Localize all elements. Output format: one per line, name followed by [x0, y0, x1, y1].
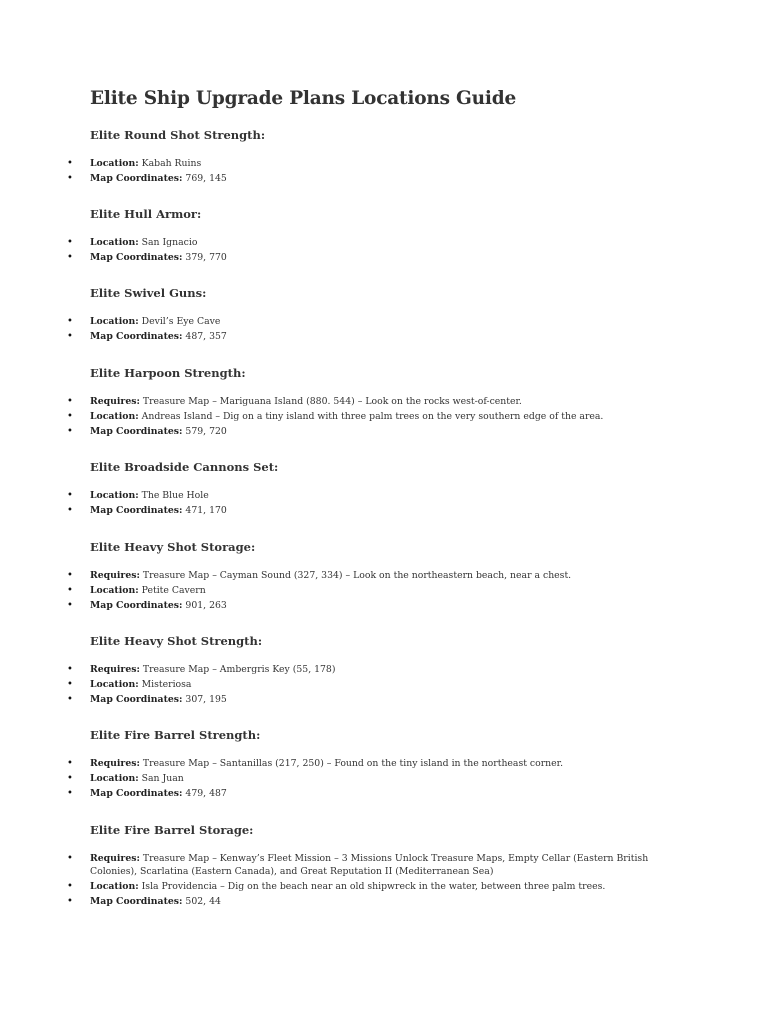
list-item: [0, 315, 768, 328]
list-item: [0, 852, 768, 878]
item-value: 379, 770: [185, 252, 227, 263]
list-item: [0, 330, 768, 343]
section-heading: Elite Fire Barrel Storage:: [90, 823, 254, 837]
item-value: San Juan: [141, 773, 184, 784]
bullet-icon: •: [67, 237, 73, 248]
list-item: [0, 693, 768, 706]
item-label: Location:: [90, 237, 139, 248]
list-item: [0, 757, 768, 770]
bullet-icon: •: [67, 252, 73, 263]
item-label: Location:: [90, 585, 139, 596]
list-item: [0, 489, 768, 502]
item-value: Treasure Map – Santanillas (217, 250) – Found on the tiny island in the northeast corner.: [142, 758, 564, 769]
bullet-icon: •: [67, 173, 73, 184]
item-value: 479, 487: [185, 788, 227, 799]
bullet-icon: •: [67, 664, 73, 675]
item-label: Location:: [90, 881, 139, 892]
list-item: [0, 569, 768, 582]
item-label: Map Coordinates:: [90, 788, 183, 799]
bullet-icon: •: [67, 158, 73, 169]
item-value: Treasure Map – Kenway’s Fleet Mission – 3 Missions Unlock Treasure Maps, Empty Cellar (Eastern British Colonies), Scarlatina (Eastern Canada), and Great Reputation II (Mediterranean Sea): [90, 853, 649, 877]
list-item: [0, 772, 768, 785]
item-value: 307, 195: [185, 694, 227, 705]
bullet-icon: •: [67, 679, 73, 690]
item-label: Requires:: [90, 570, 140, 581]
bullet-icon: •: [67, 773, 73, 784]
item-value: Treasure Map – Cayman Sound (327, 334) – Look on the northeastern beach, near a chest.: [142, 570, 572, 581]
detail-list: [0, 315, 768, 345]
item-label: Map Coordinates:: [90, 426, 183, 437]
bullet-icon: •: [67, 881, 73, 892]
section-heading: Elite Heavy Shot Storage:: [90, 540, 256, 554]
item-label: Location:: [90, 773, 139, 784]
bullet-icon: •: [67, 505, 73, 516]
item-value: Isla Providencia – Dig on the beach near an old shipwreck in the water, between three palm trees.: [141, 881, 606, 892]
item-label: Location:: [90, 411, 139, 422]
item-label: Location:: [90, 316, 139, 327]
section-heading: Elite Hull Armor:: [90, 207, 202, 221]
item-label: Map Coordinates:: [90, 505, 183, 516]
item-label: Map Coordinates:: [90, 694, 183, 705]
bullet-icon: •: [67, 411, 73, 422]
list-item: [0, 410, 768, 423]
item-label: Requires:: [90, 664, 140, 675]
bullet-icon: •: [67, 600, 73, 611]
page-title: Elite Ship Upgrade Plans Locations Guide: [90, 88, 517, 109]
bullet-icon: •: [67, 570, 73, 581]
detail-list: [0, 757, 768, 802]
list-item: [0, 504, 768, 517]
item-label: Map Coordinates:: [90, 896, 183, 907]
item-value: The Blue Hole: [141, 490, 209, 501]
item-label: Map Coordinates:: [90, 600, 183, 611]
bullet-icon: •: [67, 758, 73, 769]
bullet-icon: •: [67, 396, 73, 407]
list-item: [0, 172, 768, 185]
detail-list: [0, 663, 768, 708]
section-heading: Elite Harpoon Strength:: [90, 366, 246, 380]
item-value: Petite Cavern: [141, 585, 206, 596]
bullet-icon: •: [67, 490, 73, 501]
bullet-icon: •: [67, 896, 73, 907]
list-item: [0, 395, 768, 408]
item-label: Location:: [90, 490, 139, 501]
item-value: 471, 170: [185, 505, 227, 516]
list-item: [0, 584, 768, 597]
item-value: Kabah Ruins: [141, 158, 202, 169]
list-item: [0, 251, 768, 264]
list-item: [0, 425, 768, 438]
item-value: Treasure Map – Mariguana Island (880. 544) – Look on the rocks west-of-center.: [142, 396, 522, 407]
item-value: Andreas Island – Dig on a tiny island with three palm trees on the very southern edge of the area.: [141, 411, 604, 422]
item-label: Map Coordinates:: [90, 173, 183, 184]
item-value: Devil’s Eye Cave: [141, 316, 221, 327]
bullet-icon: •: [67, 585, 73, 596]
item-value: 579, 720: [185, 426, 227, 437]
detail-list: [0, 489, 768, 519]
bullet-icon: •: [67, 331, 73, 342]
item-value: 502, 44: [185, 896, 221, 907]
item-value: Misteriosa: [141, 679, 192, 690]
bullet-icon: •: [67, 426, 73, 437]
detail-list: [0, 569, 768, 614]
item-value: 901, 263: [185, 600, 227, 611]
list-item: [0, 157, 768, 170]
section-heading: Elite Round Shot Strength:: [90, 128, 266, 142]
section-heading: Elite Broadside Cannons Set:: [90, 460, 279, 474]
list-item: [0, 663, 768, 676]
list-item: [0, 678, 768, 691]
section-heading: Elite Swivel Guns:: [90, 286, 207, 300]
bullet-icon: •: [67, 788, 73, 799]
section-heading: Elite Fire Barrel Strength:: [90, 728, 261, 742]
detail-list: [0, 236, 768, 266]
list-item: [0, 599, 768, 612]
detail-list: [0, 157, 768, 187]
item-label: Requires:: [90, 853, 140, 864]
list-item: [0, 787, 768, 800]
item-label: Requires:: [90, 758, 140, 769]
bullet-icon: •: [67, 316, 73, 327]
list-item: [0, 895, 768, 908]
list-item: [0, 880, 768, 893]
item-value: 769, 145: [185, 173, 227, 184]
detail-list: [0, 395, 768, 440]
bullet-icon: •: [67, 694, 73, 705]
item-label: Location:: [90, 679, 139, 690]
section-heading: Elite Heavy Shot Strength:: [90, 634, 263, 648]
item-value: Treasure Map – Ambergris Key (55, 178): [142, 664, 336, 675]
item-value: 487, 357: [185, 331, 227, 342]
list-item: [0, 236, 768, 249]
item-value: San Ignacio: [141, 237, 198, 248]
item-label: Requires:: [90, 396, 140, 407]
item-label: Map Coordinates:: [90, 331, 183, 342]
item-label: Map Coordinates:: [90, 252, 183, 263]
item-label: Location:: [90, 158, 139, 169]
bullet-icon: •: [67, 853, 73, 864]
detail-list: [0, 852, 768, 910]
